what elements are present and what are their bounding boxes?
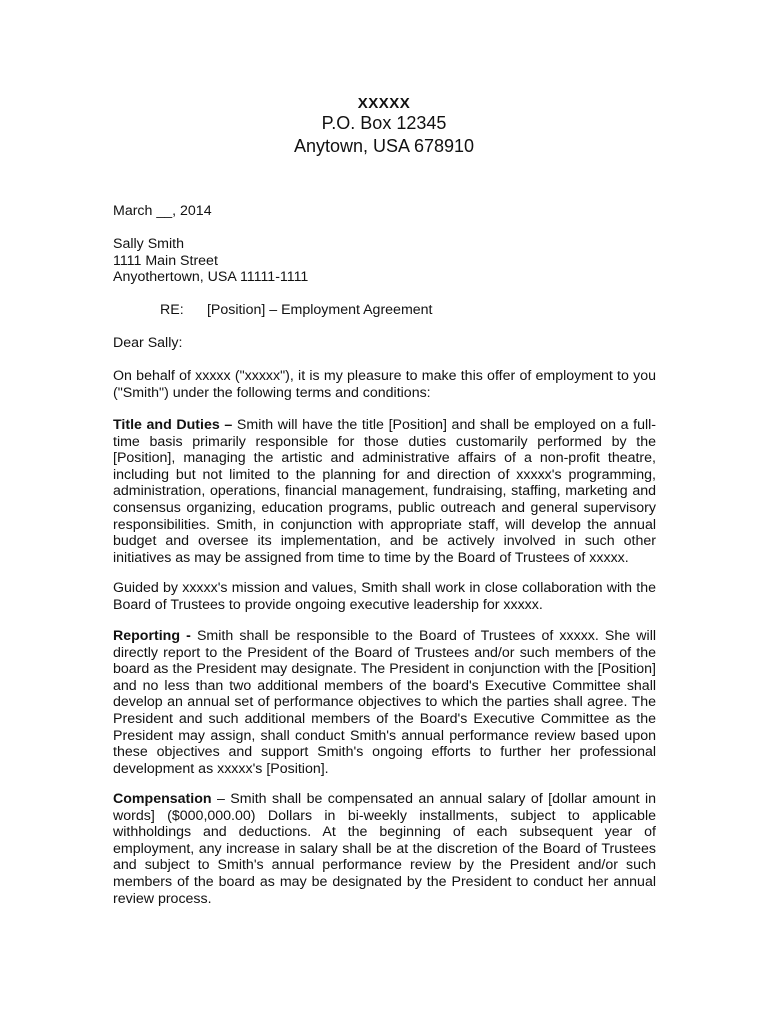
intro-paragraph: On behalf of xxxxx ("xxxxx"), it is my pleasure to make this offer of employment to you ("Smith") under the following terms and conditions:	[113, 368, 656, 401]
re-line	[160, 302, 433, 319]
title-duties-paragraph	[113, 417, 656, 566]
compensation-text: – Smith shall be compensated an annual salary of [dollar amount in words] ($000,000.00) Dollars in bi-weekly installments, subject to applicable withholdings and deductions. At the beginning of each subsequent year of employment, any increase in salary shall be at the discretion of the Board of Trustees and subject to Smith's annual performance review by the President and/or such members of the board as may be designated by the President to conduct her annual review process.	[113, 791, 656, 907]
compensation-paragraph	[113, 791, 656, 907]
letterhead	[0, 96, 768, 158]
re-subject: [Position] – Employment Agreement	[206, 302, 433, 318]
title-duties-heading: Title and Duties –	[113, 417, 233, 433]
re-label: RE:	[160, 302, 184, 318]
organization-city: Anytown, USA 678910	[293, 136, 475, 156]
recipient-city: Anyothertown, USA 11111-1111	[113, 269, 309, 286]
reporting-paragraph	[113, 628, 656, 777]
compensation-heading: Compensation	[113, 791, 212, 807]
recipient-street: 1111 Main Street	[113, 252, 218, 269]
recipient-name: Sally Smith	[113, 236, 184, 252]
organization-name: XXXXX	[357, 95, 411, 112]
reporting-heading: Reporting -	[113, 628, 191, 644]
salutation: Dear Sally:	[113, 335, 183, 351]
reporting-text: Smith shall be responsible to the Board of Trustees of xxxxx. She will directly report to the President of the Board of Trustees and/or such members of the board as the President may designate. The President in conjunction with the [Position] and no less than two additional members of the board's Executive Committee shall develop an annual set of performance objectives to which the parties shall agree. The President and such additional members of the Board's Executive Committee as the President may assign, shall conduct Smith's annual performance review based upon these objectives and support Smith's ongoing efforts to further her professional development as xxxxx's [Position].	[113, 628, 656, 777]
recipient-address	[113, 236, 656, 286]
organization-po-box: P.O. Box 12345	[321, 113, 447, 133]
guided-paragraph: Guided by xxxxx's mission and values, Smith shall work in close collaboration with the Board of Trustees to provide ongoing executive leadership for xxxxx.	[113, 580, 656, 613]
title-duties-text: Smith will have the title [Position] and shall be employed on a full-time basis primarily responsible for those duties customarily performed by the [Position], managing the artistic and administrative affairs of a non-profit theatre, including but not limited to the planning for and direction of xxxxx's programming, administration, operations, financial management, fundraising, staffing, marketing and consensus organizing, education programs, public outreach and general supervisory responsibilities. Smith, in conjunction with appropriate staff, will develop the annual budget and oversee its implementation, and be actively involved in such other initiatives as may be assigned from time to time by the Board of Trustees of xxxxx.	[113, 417, 656, 566]
letter-date: March __, 2014	[113, 203, 212, 219]
